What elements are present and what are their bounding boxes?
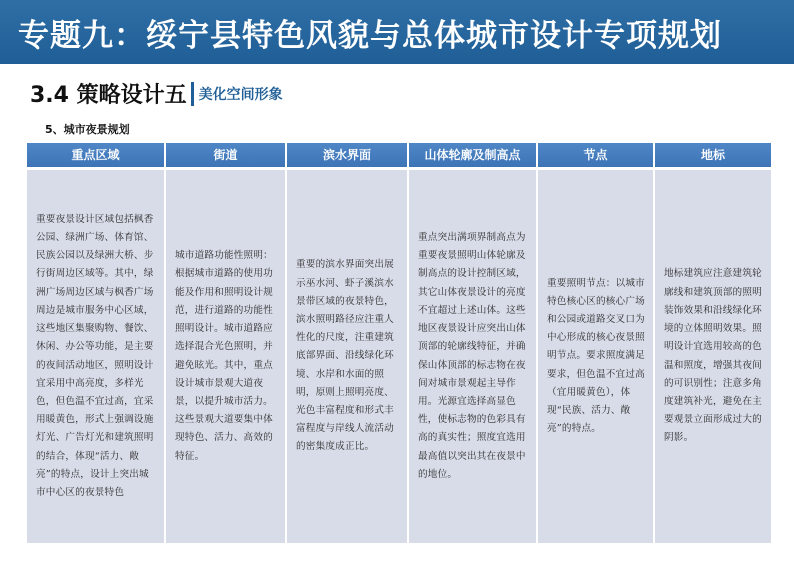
column-header: 山体轮廓及制高点 xyxy=(409,143,538,167)
column-header: 街道 xyxy=(166,143,287,167)
table-cell xyxy=(287,170,409,543)
column-header: 地标 xyxy=(655,143,771,167)
cell-text: 重点突出满项界制高点为重要夜景照明山体轮廓及制高点的设计控制区域，其它山体夜景设计的亮度不宜超过上述山体。这些地区夜景设计应突出山体顶部的轮廓线特征，并确保山体顶部的标志物在夜间对城市景观起主导作用。光源宜选择高显色性，使标志物的色彩具有高的真实性；照度宜选用最高值以突出其在夜景中的地位。 xyxy=(418,232,526,480)
column-header: 重点区域 xyxy=(27,143,166,167)
table-cell xyxy=(655,170,771,543)
cell-text: 地标建筑应注意建筑轮廓线和建筑顶部的照明装饰效果和沿线绿化环境的立体照明效果。照明设计宜选用较高的色温和照度，增强其夜间的可识别性；注意多角度建筑补光，避免在主要观景立面形成过大的阴影。 xyxy=(664,268,762,444)
cell-text: 重要的滨水界面突出展示巫水河、虾子溪滨水景带区域的夜景特色，滨水照明路径应注重人性化的尺度，注重建筑底部界面、沿线绿化环境、水岸和水面的照明，原则上照明亮度、光色丰富程度和形式丰富程度与岸线人流活动的密集度成正比。 xyxy=(296,259,394,453)
column-header: 滨水界面 xyxy=(287,143,409,167)
section-divider xyxy=(191,82,194,106)
cell-text: 重要照明节点：以城市特色核心区的核心广场和公园或道路交叉口为中心形成的核心夜景照明节点。要求照度满足要求，但色温不宜过高（宜用暖黄色），体现“民族、活力、敞亮”的特点。 xyxy=(547,277,645,435)
subsection-title: 5、城市夜景规划 xyxy=(45,123,130,136)
table-cell xyxy=(166,170,287,543)
cell-text: 城市道路功能性照明：根据城市道路的使用功能及作用和照明设计规范，进行道路的功能性照明设计。城市道路应选择混合光色照明，并避免眩光。其中，重点设计城市景观大道夜景，以提升城市活力。这些景观大道要集中体现特色、活力、高效的特征。 xyxy=(175,250,273,462)
column-header: 节点 xyxy=(538,143,655,167)
table-body-row xyxy=(27,170,771,546)
night-lighting-table xyxy=(27,143,771,543)
table-cell xyxy=(538,170,655,543)
section-subtitle: 美化空间形象 xyxy=(198,86,283,103)
table-header-row xyxy=(27,143,771,167)
page-title: 专题九：绥宁县特色风貌与总体城市设计专项规划 xyxy=(18,18,722,54)
section-heading xyxy=(30,78,283,109)
cell-text: 重要夜景设计区域包括枫香公园、绿洲广场、体育馆、民族公园以及绿洲大桥、步行街周边区域等。其中，绿洲广场周边区域与枫香广场周边是城市服务中心区域，这些地区集聚购物、餐饮、休闲、办公等功能，是主要的夜间活动地区，照明设计宜采用中高亮度，多样光色，但色温不宜过高，宜采用暖黄色，形式上强调设施灯光、广告灯光和建筑照明的结合，体现“活力、敞亮”的特点，设计上突出城市中心区的夜景特色 xyxy=(36,213,154,498)
table-cell xyxy=(27,170,166,543)
title-banner xyxy=(0,0,794,64)
section-number: 3.4 策略设计五 xyxy=(30,83,187,108)
table-cell xyxy=(409,170,538,543)
